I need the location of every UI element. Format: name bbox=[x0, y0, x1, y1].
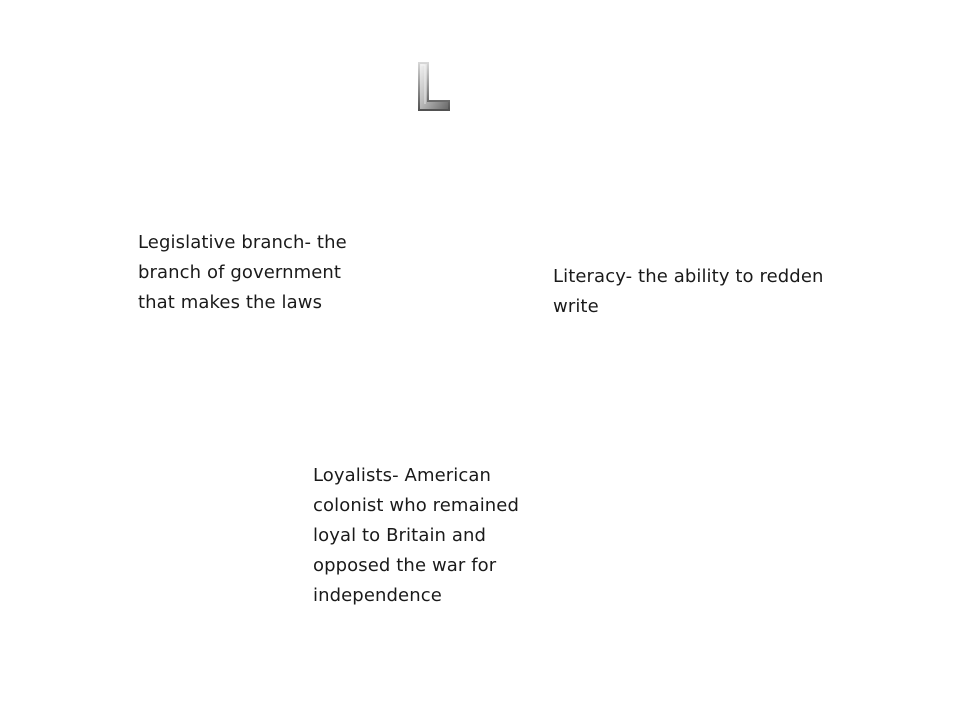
term-legislative-branch: Legislative branch- the branch of government that makes the laws bbox=[138, 232, 347, 313]
title-letter-graphic bbox=[413, 60, 453, 114]
title-letter bbox=[413, 60, 453, 114]
term-loyalists: Loyalists- American colonist who remained loyal to Britain and opposed the war for independence bbox=[313, 465, 520, 606]
term-literacy: Literacy- the ability to redden write bbox=[553, 266, 824, 317]
